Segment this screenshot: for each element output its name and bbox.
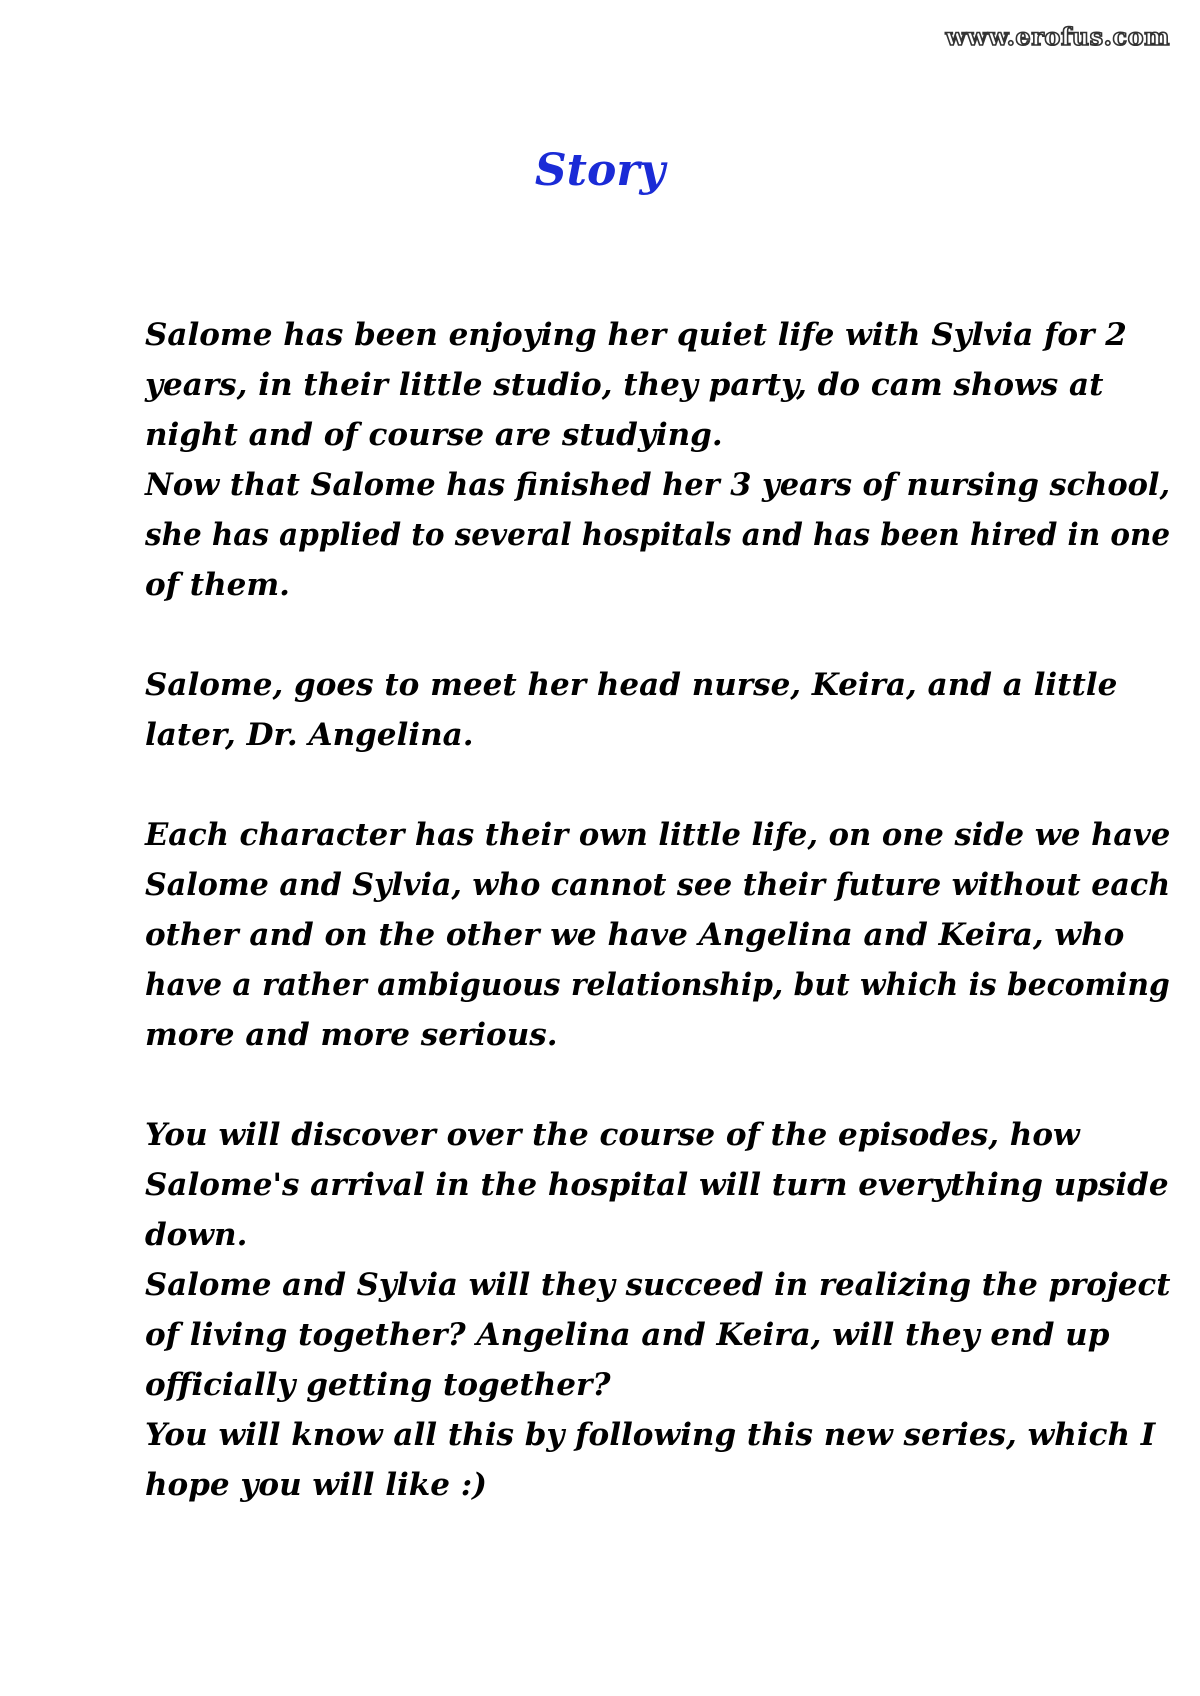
story-line: Each character has their own little life, on one side we have xyxy=(145,817,1171,853)
story-paragraph-3 xyxy=(145,810,1171,1060)
paragraph-spacer xyxy=(145,760,1075,810)
story-line: down. xyxy=(145,1217,248,1253)
story-line: Now that Salome has finished her 3 years of nursing school, xyxy=(145,467,1171,503)
story-line: You will discover over the course of the episodes, how xyxy=(145,1117,1080,1153)
story-paragraph-4 xyxy=(145,1110,1171,1510)
story-line: night and of course are studying. xyxy=(145,417,723,453)
paragraph-spacer xyxy=(145,610,1075,660)
story-line: she has applied to several hospitals and has been hired in one xyxy=(145,517,1171,553)
site-watermark: www.erofus.com xyxy=(945,22,1170,51)
story-line: Salome, goes to meet her head nurse, Keira, and a little xyxy=(145,667,1118,703)
story-line: hope you will like :) xyxy=(145,1467,487,1503)
story-paragraph-1 xyxy=(145,310,1171,610)
story-line: Salome has been enjoying her quiet life with Sylvia for 2 xyxy=(145,317,1127,353)
story-line: Salome and Sylvia will they succeed in realizing the project xyxy=(145,1267,1171,1303)
story-line: have a rather ambiguous relationship, but which is becoming xyxy=(145,967,1170,1003)
story-line: of living together? Angelina and Keira, will they end up xyxy=(145,1317,1110,1353)
story-paragraph-2 xyxy=(145,660,1118,760)
story-line: more and more serious. xyxy=(145,1017,558,1053)
story-line: Salome's arrival in the hospital will turn everything upside xyxy=(145,1167,1169,1203)
story-text xyxy=(145,310,1171,1510)
story-line: later, Dr. Angelina. xyxy=(145,717,474,753)
story-line: of them. xyxy=(145,567,290,603)
paragraph-spacer xyxy=(145,1060,1075,1110)
story-line: years, in their little studio, they party, do cam shows at xyxy=(145,367,1104,403)
story-line: Salome and Sylvia, who cannot see their future without each xyxy=(145,867,1171,903)
page-title: Story xyxy=(534,145,666,196)
story-line: other and on the other we have Angelina and Keira, who xyxy=(145,917,1125,953)
story-line: You will know all this by following this new series, which I xyxy=(145,1417,1156,1453)
story-line: officially getting together? xyxy=(145,1367,611,1403)
